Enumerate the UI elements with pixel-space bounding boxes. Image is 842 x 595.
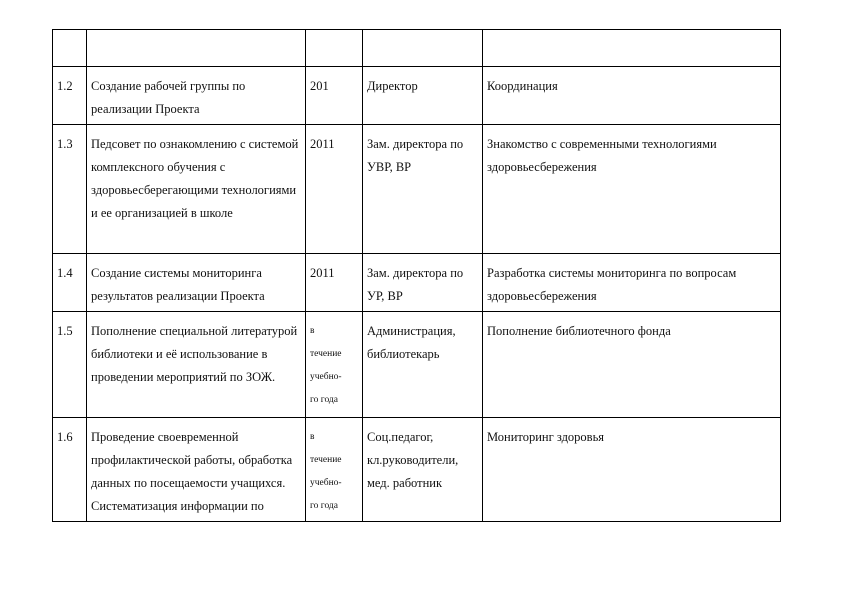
responsible-text: Директор <box>363 67 483 125</box>
term-line: течение <box>310 455 342 465</box>
term-line: го года <box>310 395 338 405</box>
term-line: учебно- <box>310 478 342 488</box>
row-number: 1.6 <box>53 418 87 522</box>
responsible-text: Зам. директора по УР, ВР <box>363 254 483 312</box>
term-lines <box>310 320 358 412</box>
responsible-text: Зам. директора по УВР, ВР <box>363 125 483 254</box>
term-cell <box>306 312 363 418</box>
event-text: Пополнение специальной литературой библиотеки и её использование в проведении мероприятий по ЗОЖ. <box>87 312 306 418</box>
table-row-empty <box>53 30 781 67</box>
result-text: Разработка системы мониторинга по вопросам здоровьесбережения <box>483 254 781 312</box>
empty-cell <box>306 30 363 67</box>
event-text: Создание системы мониторинга результатов реализации Проекта <box>87 254 306 312</box>
result-text: Координация <box>483 67 781 125</box>
row-number: 1.5 <box>53 312 87 418</box>
term-cell <box>306 418 363 522</box>
row-number: 1.4 <box>53 254 87 312</box>
term-text: 2011 <box>306 254 363 312</box>
term-line: в <box>310 432 315 442</box>
row-number: 1.3 <box>53 125 87 254</box>
result-text: Пополнение библиотечного фонда <box>483 312 781 418</box>
term-line: в <box>310 326 315 336</box>
table-row <box>53 418 781 522</box>
table-row <box>53 312 781 418</box>
term-text: 201 <box>306 67 363 125</box>
term-line: учебно- <box>310 372 342 382</box>
empty-cell <box>87 30 306 67</box>
row-number: 1.2 <box>53 67 87 125</box>
term-line: го года <box>310 501 338 511</box>
term-text: 2011 <box>306 125 363 254</box>
term-line: течение <box>310 349 342 359</box>
plan-table <box>52 29 781 522</box>
event-text: Педсовет по ознакомлению с системой комплексного обучения с здоровьесберегающими технологиями и ее организацией в школе <box>87 125 306 254</box>
result-text: Знакомство с современными технологиями здоровьесбережения <box>483 125 781 254</box>
empty-cell <box>363 30 483 67</box>
responsible-text: Соц.педагог, кл.руководители, мед. работник <box>363 418 483 522</box>
term-lines <box>310 426 358 518</box>
responsible-text: Администрация, библиотекарь <box>363 312 483 418</box>
table-row <box>53 254 781 312</box>
empty-cell <box>483 30 781 67</box>
event-text: Проведение своевременной профилактической работы, обработка данных по посещаемости учащихся. Систематизация информации по <box>87 418 306 522</box>
table-row <box>53 125 781 254</box>
event-text: Создание рабочей группы по реализации Проекта <box>87 67 306 125</box>
result-text: Мониторинг здоровья <box>483 418 781 522</box>
empty-cell <box>53 30 87 67</box>
table-row <box>53 67 781 125</box>
